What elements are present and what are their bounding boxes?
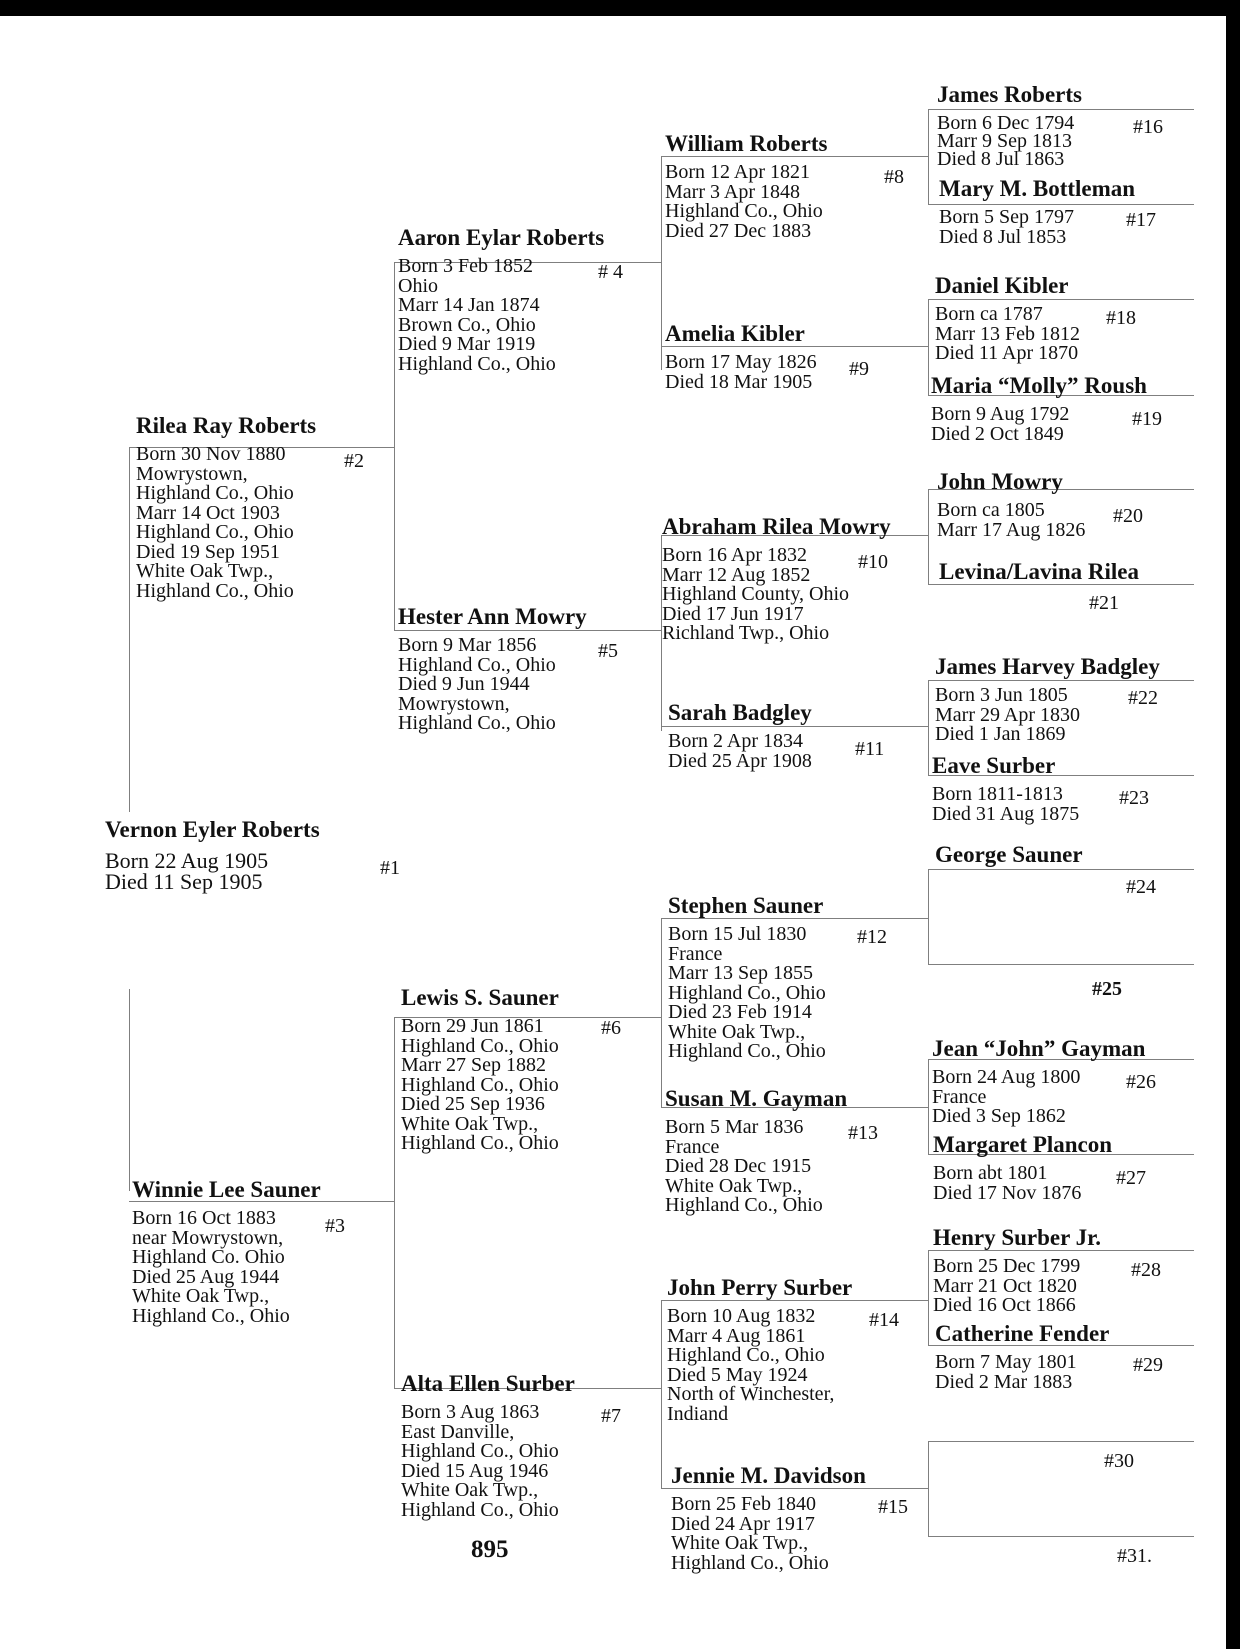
detail-line: Highland Co., Ohio — [401, 1132, 559, 1154]
detail-line: Born 3 Jun 1805 — [935, 684, 1068, 706]
person-24 — [935, 842, 1083, 867]
person-name: Vernon Eyler Roberts — [105, 817, 320, 842]
person-12 — [668, 893, 826, 1062]
person-details — [937, 114, 1082, 168]
detail-line: Died 3 Sep 1862 — [932, 1105, 1066, 1127]
person-details — [935, 1353, 1109, 1392]
detail-line: East Danville, — [401, 1420, 515, 1443]
detail-line: Died 9 Mar 1919 — [398, 333, 536, 355]
person-15 — [671, 1463, 866, 1573]
person-details — [667, 1307, 852, 1424]
person-17 — [939, 176, 1135, 247]
detail-line: France — [665, 1135, 720, 1158]
person-name: John Perry Surber — [667, 1275, 853, 1300]
detail-line: Died 28 Dec 1915 — [665, 1155, 812, 1177]
detail-line: France — [668, 942, 723, 965]
person-number: #18 — [1106, 307, 1136, 329]
person-name: Stephen Sauner — [668, 893, 824, 918]
detail-line: White Oak Twp., — [671, 1532, 809, 1554]
detail-line: Died 25 Apr 1908 — [668, 749, 812, 772]
person-number: #27 — [1116, 1167, 1146, 1189]
person-details — [398, 636, 587, 734]
detail-line: White Oak Twp., — [665, 1174, 803, 1197]
person-number: #30 — [1104, 1450, 1134, 1472]
person-name: Jean “John” Gayman — [932, 1036, 1146, 1061]
person-name: Aaron Eylar Roberts — [398, 225, 605, 250]
detail-line: Born 16 Apr 1832 — [662, 544, 807, 566]
person-details — [665, 163, 827, 241]
person-4 — [398, 225, 604, 374]
person-name: Maria “Molly” Roush — [931, 373, 1147, 398]
person-number: #29 — [1133, 1354, 1163, 1376]
person-20 — [937, 469, 1085, 540]
person-name: James Harvey Badgley — [935, 654, 1160, 679]
person-8 — [665, 131, 827, 241]
detail-line: Highland County, Ohio — [662, 583, 850, 605]
detail-line: Died 24 Apr 1917 — [671, 1512, 815, 1535]
person-details — [668, 925, 826, 1062]
detail-line: Marr 3 Apr 1848 — [665, 180, 800, 203]
person-details — [132, 1209, 321, 1326]
detail-line: Died 11 Apr 1870 — [935, 342, 1079, 364]
detail-line: Born 1811-1813 — [932, 783, 1063, 805]
person-number: #14 — [869, 1309, 899, 1331]
person-number: #23 — [1119, 787, 1149, 809]
detail-line: Highland Co., Ohio — [401, 1073, 559, 1096]
detail-line: Marr 12 Aug 1852 — [662, 563, 811, 586]
detail-line: Highland Co., Ohio — [667, 1344, 825, 1366]
detail-line: Born 5 Sep 1797 — [939, 206, 1074, 228]
person-details — [401, 1017, 559, 1154]
person-number: #9 — [849, 358, 869, 380]
person-name: Catherine Fender — [935, 1321, 1110, 1346]
person-number: #12 — [857, 926, 887, 948]
person-details — [935, 686, 1160, 745]
person-details — [937, 501, 1085, 540]
person-details — [933, 1164, 1112, 1203]
person-name: Mary M. Bottleman — [939, 176, 1136, 201]
person-6 — [401, 985, 559, 1154]
detail-line: Born 2 Apr 1834 — [668, 730, 803, 752]
person-details — [932, 1068, 1145, 1127]
detail-line: Highland Co. Ohio — [132, 1246, 285, 1268]
person-number: #28 — [1131, 1259, 1161, 1281]
person-number: #3 — [325, 1215, 345, 1237]
detail-line: Died 25 Sep 1936 — [401, 1093, 545, 1115]
detail-line: White Oak Twp., — [401, 1112, 539, 1135]
detail-line: Highland Co., Ohio — [132, 1304, 290, 1327]
detail-line: Died 27 Dec 1883 — [665, 219, 812, 242]
detail-line: Born ca 1805 — [937, 499, 1045, 521]
detail-line: Died 2 Oct 1849 — [931, 422, 1064, 445]
detail-line: Born 25 Feb 1840 — [671, 1493, 816, 1515]
detail-line: Died 8 Jul 1863 — [937, 148, 1065, 170]
detail-line: Highland Co., Ohio — [136, 579, 294, 602]
person-16 — [937, 82, 1082, 168]
detail-line: Ohio — [398, 274, 438, 297]
person-details — [401, 1403, 575, 1520]
detail-line: Died 8 Jul 1853 — [939, 225, 1067, 248]
detail-line: Marr 29 Apr 1830 — [935, 703, 1080, 726]
person-number: # 4 — [598, 261, 623, 283]
person-name: Abraham Rilea Mowry — [662, 514, 891, 539]
person-details — [939, 208, 1135, 247]
person-14 — [667, 1275, 852, 1424]
detail-line: near Mowrystown, — [132, 1226, 284, 1249]
scan-right-border — [1226, 0, 1240, 1649]
person-number: #16 — [1133, 116, 1163, 138]
person-number: #5 — [598, 640, 618, 662]
detail-line: Died 5 May 1924 — [667, 1363, 808, 1386]
person-name: John Mowry — [937, 469, 1063, 494]
person-19 — [931, 373, 1147, 444]
detail-line: Highland Co., Ohio — [398, 352, 556, 375]
detail-line: Marr 13 Sep 1855 — [668, 962, 813, 984]
person-number: #17 — [1126, 209, 1156, 231]
detail-line: Born 16 Oct 1883 — [132, 1207, 276, 1229]
person-23 — [932, 753, 1079, 824]
detail-line: Born 29 Jun 1861 — [401, 1015, 544, 1037]
person-details — [662, 546, 891, 644]
detail-line: Highland Co., Ohio — [665, 1194, 823, 1216]
detail-line: Died 15 Aug 1946 — [401, 1459, 549, 1482]
person-number: #24 — [1126, 876, 1156, 898]
detail-line: Born 9 Mar 1856 — [398, 634, 537, 656]
person-5 — [398, 604, 587, 734]
detail-line: France — [932, 1085, 987, 1108]
detail-line: Born 30 Nov 1880 — [136, 443, 286, 465]
scan-top-border — [0, 0, 1240, 16]
person-name: Amelia Kibler — [665, 321, 805, 346]
detail-line: Marr 14 Jan 1874 — [398, 294, 540, 316]
person-name: Hester Ann Mowry — [398, 604, 587, 629]
person-number: #13 — [848, 1122, 878, 1144]
detail-line: Died 23 Feb 1914 — [668, 1001, 812, 1023]
person-number: #31. — [1117, 1545, 1152, 1567]
person-details — [665, 353, 817, 392]
person-name: Lewis S. Sauner — [401, 985, 559, 1010]
detail-line: Born 3 Feb 1852 — [398, 255, 533, 277]
detail-line: Marr 9 Sep 1813 — [937, 130, 1072, 152]
detail-line: Highland Co., Ohio — [136, 482, 294, 504]
person-name: Daniel Kibler — [935, 273, 1069, 298]
detail-line: Died 16 Oct 1866 — [933, 1294, 1076, 1316]
person-3 — [132, 1177, 321, 1326]
detail-line: Highland Co., Ohio — [665, 200, 823, 222]
detail-line: Born 15 Jul 1830 — [668, 923, 807, 945]
detail-line: Born 17 May 1826 — [665, 351, 817, 373]
detail-line: Died 17 Nov 1876 — [933, 1181, 1082, 1204]
person-29 — [935, 1321, 1109, 1392]
detail-line: North of Winchester, — [667, 1383, 835, 1405]
person-name: James Roberts — [937, 82, 1082, 107]
person-details — [665, 1118, 847, 1216]
detail-line: Highland Co., Ohio — [401, 1034, 559, 1057]
detail-line: Marr 14 Oct 1903 — [136, 501, 280, 524]
person-number: #22 — [1128, 687, 1158, 709]
person-28 — [933, 1225, 1101, 1316]
person-number: #8 — [884, 166, 904, 188]
person-name: Sarah Badgley — [668, 700, 812, 725]
person-number: #6 — [601, 1017, 621, 1039]
person-details — [931, 405, 1147, 444]
detail-line: White Oak Twp., — [136, 560, 274, 582]
person-number: #26 — [1126, 1071, 1156, 1093]
person-number: #10 — [858, 551, 888, 573]
person-27 — [933, 1132, 1112, 1203]
detail-line: Born 10 Aug 1832 — [667, 1305, 816, 1327]
person-details — [105, 850, 320, 892]
detail-line: Highland Co., Ohio — [398, 653, 556, 676]
person-name: Eave Surber — [932, 753, 1056, 778]
person-26 — [932, 1036, 1145, 1127]
person-name: Rilea Ray Roberts — [136, 413, 317, 438]
detail-line: Born 3 Aug 1863 — [401, 1401, 540, 1423]
person-number: #19 — [1132, 408, 1162, 430]
person-number: #11 — [855, 738, 885, 760]
detail-line: Born 9 Aug 1792 — [931, 403, 1070, 425]
person-22 — [935, 654, 1160, 745]
person-name: Jennie M. Davidson — [671, 1463, 866, 1488]
detail-line: Marr 13 Feb 1812 — [935, 322, 1080, 345]
detail-line: Richland Twp., Ohio — [662, 622, 830, 644]
person-details — [668, 732, 812, 771]
detail-line: Marr 4 Aug 1861 — [667, 1324, 806, 1347]
detail-line: Born abt 1801 — [933, 1162, 1048, 1184]
person-name: Henry Surber Jr. — [933, 1225, 1102, 1250]
person-number: #7 — [601, 1405, 621, 1427]
detail-line: Marr 21 Oct 1820 — [933, 1274, 1077, 1297]
detail-line: Born 22 Aug 1905 — [105, 848, 269, 873]
detail-line: Born 12 Apr 1821 — [665, 161, 810, 183]
person-name: Levina/Lavina Rilea — [939, 559, 1139, 584]
person-name: Susan M. Gayman — [665, 1086, 848, 1111]
detail-line: Mowrystown, — [136, 462, 248, 485]
detail-line: Died 2 Mar 1883 — [935, 1370, 1073, 1393]
detail-line: Died 25 Aug 1944 — [132, 1265, 280, 1288]
detail-line: Indiand — [667, 1402, 729, 1425]
person-number: #20 — [1113, 505, 1143, 527]
person-name: Alta Ellen Surber — [401, 1371, 575, 1396]
detail-line: Marr 17 Aug 1826 — [937, 518, 1086, 541]
detail-line: Marr 27 Sep 1882 — [401, 1054, 546, 1076]
person-7 — [401, 1371, 575, 1520]
person-21 — [939, 559, 1139, 584]
detail-line: Died 17 Jun 1917 — [662, 602, 804, 625]
person-details — [398, 257, 604, 374]
detail-line: Born 24 Aug 1800 — [932, 1066, 1081, 1088]
detail-line: Highland Co., Ohio — [398, 712, 556, 734]
person-10 — [662, 514, 891, 644]
detail-line: Born 6 Dec 1794 — [937, 112, 1075, 134]
detail-line: White Oak Twp., — [668, 1020, 806, 1043]
detail-line: Died 31 Aug 1875 — [932, 802, 1080, 825]
person-details — [671, 1495, 866, 1573]
detail-line: Died 18 Mar 1905 — [665, 370, 813, 393]
detail-line: Born 5 Mar 1836 — [665, 1116, 804, 1138]
detail-line: Brown Co., Ohio — [398, 313, 536, 336]
detail-line: Died 9 Jun 1944 — [398, 673, 530, 695]
detail-line: Mowrystown, — [398, 692, 510, 715]
detail-line: White Oak Twp., — [132, 1285, 270, 1307]
person-number: #15 — [878, 1496, 908, 1518]
person-2 — [136, 413, 316, 601]
detail-line: White Oak Twp., — [401, 1479, 539, 1501]
person-number: #25 — [1092, 978, 1122, 1000]
person-name: Margaret Plancon — [933, 1132, 1113, 1157]
person-name: George Sauner — [935, 842, 1083, 867]
detail-line: Died 19 Sep 1951 — [136, 540, 280, 563]
person-1 — [105, 817, 320, 892]
person-number: #2 — [344, 450, 364, 472]
person-9 — [665, 321, 817, 392]
detail-line: Born 25 Dec 1799 — [933, 1255, 1081, 1277]
person-name: William Roberts — [665, 131, 828, 156]
person-details — [136, 445, 316, 601]
page-number: 895 — [471, 1536, 509, 1563]
detail-line: Highland Co., Ohio — [671, 1551, 829, 1574]
detail-line: Died 1 Jan 1869 — [935, 723, 1066, 745]
detail-line: Highland Co., Ohio — [401, 1498, 559, 1521]
detail-line: Highland Co., Ohio — [668, 981, 826, 1004]
detail-line: Highland Co., Ohio — [668, 1040, 826, 1062]
person-details — [933, 1257, 1101, 1316]
person-number: #21 — [1089, 592, 1119, 614]
detail-line: Highland Co., Ohio — [401, 1440, 559, 1462]
detail-line: Died 11 Sep 1905 — [105, 869, 263, 894]
person-number: #1 — [380, 857, 400, 879]
person-18 — [935, 273, 1080, 364]
person-details — [932, 785, 1079, 824]
detail-line: Born 7 May 1801 — [935, 1351, 1077, 1373]
person-11 — [668, 700, 812, 771]
detail-line: Born ca 1787 — [935, 303, 1043, 325]
detail-line: Highland Co., Ohio — [136, 521, 294, 543]
person-details — [935, 305, 1080, 364]
person-name: Winnie Lee Sauner — [132, 1177, 321, 1202]
person-13 — [665, 1086, 847, 1216]
